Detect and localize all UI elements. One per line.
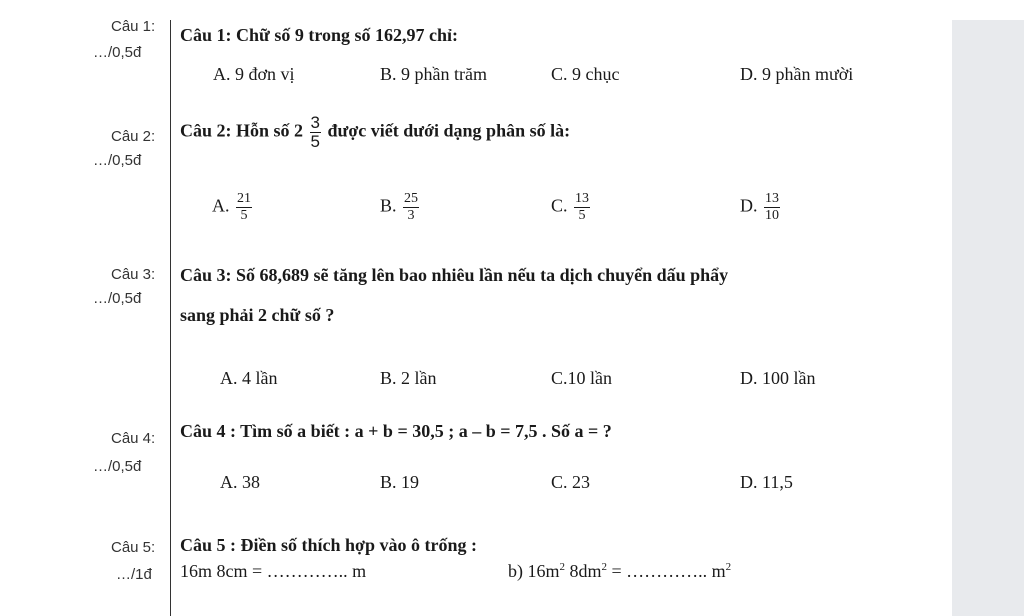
q4-option-a: A. 38: [220, 472, 260, 492]
q2-points: …/0,5đ: [93, 152, 142, 169]
q3-points: …/0,5đ: [93, 290, 142, 307]
q3-option-a: A. 4 lần: [220, 368, 278, 388]
q1-option-c: C. 9 chục: [551, 64, 620, 84]
denominator: 5: [578, 208, 586, 223]
q4-option-b: B. 19: [380, 472, 420, 492]
q1-title: Câu 1: Chữ số 9 trong số 162,97 chỉ:: [180, 25, 458, 45]
q3-title-line1: Câu 3: Số 68,689 sẽ tăng lên bao nhiêu lần nếu ta dịch chuyển dấu phẩy: [180, 265, 729, 285]
q1-option-a: A. 9 đơn vị: [213, 64, 295, 84]
q2-mixed-denominator: 5: [310, 132, 320, 151]
document-page: [0, 20, 952, 616]
q2-title-pre: Câu 2: Hỗn số 2: [180, 120, 304, 141]
q2-option-c-fraction: [574, 191, 590, 224]
q1-points: …/0,5đ: [93, 44, 142, 61]
q5-part-a: 16m 8cm = ………….. m: [180, 561, 367, 581]
q2-title: [180, 114, 570, 151]
q2-option-a-letter: A.: [212, 195, 230, 216]
q4-option-c: C. 23: [551, 472, 591, 492]
q5-part-b-eq: = ………….. m: [607, 561, 726, 581]
q2-option-b-fraction: [403, 191, 419, 224]
top-toolbar: [0, 0, 1024, 20]
q5-part-b-prefix: b) 16m: [508, 561, 560, 581]
denominator: 5: [240, 208, 248, 223]
q5-label: Câu 5:: [111, 539, 156, 556]
q2-option-a-fraction: [236, 191, 252, 224]
q2-option-a: [212, 191, 254, 224]
q3-title-line2: sang phải 2 chữ số ?: [180, 305, 335, 325]
q2-option-c-letter: C.: [551, 195, 568, 216]
q4-points: …/0,5đ: [93, 458, 142, 475]
denominator: 10: [765, 208, 779, 223]
column-divider: [170, 20, 171, 616]
q1-option-d: D. 9 phần mười: [740, 64, 854, 84]
q2-option-c: [551, 191, 592, 224]
superscript-2: 2: [601, 561, 608, 573]
q2-option-b: [380, 191, 421, 224]
q2-option-d-letter: D.: [740, 195, 758, 216]
q3-option-d: D. 100 lần: [740, 368, 816, 388]
numerator: 25: [404, 191, 419, 206]
superscript-2: 2: [725, 561, 732, 573]
numerator: 13: [765, 191, 779, 206]
superscript-2: 2: [559, 561, 565, 573]
q4-title: Câu 4 : Tìm số a biết : a + b = 30,5 ; a – b = 7,5 . Số a = ?: [180, 421, 612, 441]
q3-label: Câu 3:: [111, 266, 156, 283]
q2-title-post: được viết dưới dạng phân số là:: [327, 120, 571, 141]
q4-label: Câu 4:: [111, 430, 156, 447]
q1-option-b: B. 9 phần trăm: [380, 64, 487, 84]
right-gutter-panel: [952, 20, 1024, 616]
q2-label: Câu 2:: [111, 128, 156, 145]
q2-option-d: [740, 191, 782, 224]
q2-option-b-letter: B.: [380, 195, 397, 216]
q3-option-b: B. 2 lần: [380, 368, 437, 388]
q2-mixed-fraction: [310, 114, 321, 151]
q4-option-d: D. 11,5: [740, 472, 793, 492]
q2-mixed-numerator: 3: [310, 113, 320, 132]
q5-title: Câu 5 : Điền số thích hợp vào ô trống :: [180, 535, 477, 555]
denominator: 3: [407, 208, 415, 223]
q2-option-d-fraction: [764, 191, 780, 224]
q1-label: Câu 1:: [111, 18, 156, 35]
q5-points: …/1đ: [116, 566, 152, 583]
q3-option-c: C.10 lần: [551, 368, 612, 388]
numerator: 21: [237, 191, 251, 206]
q5-part-b-mid: 8dm: [565, 561, 602, 581]
numerator: 13: [575, 191, 590, 206]
q5-part-b: [508, 561, 731, 582]
